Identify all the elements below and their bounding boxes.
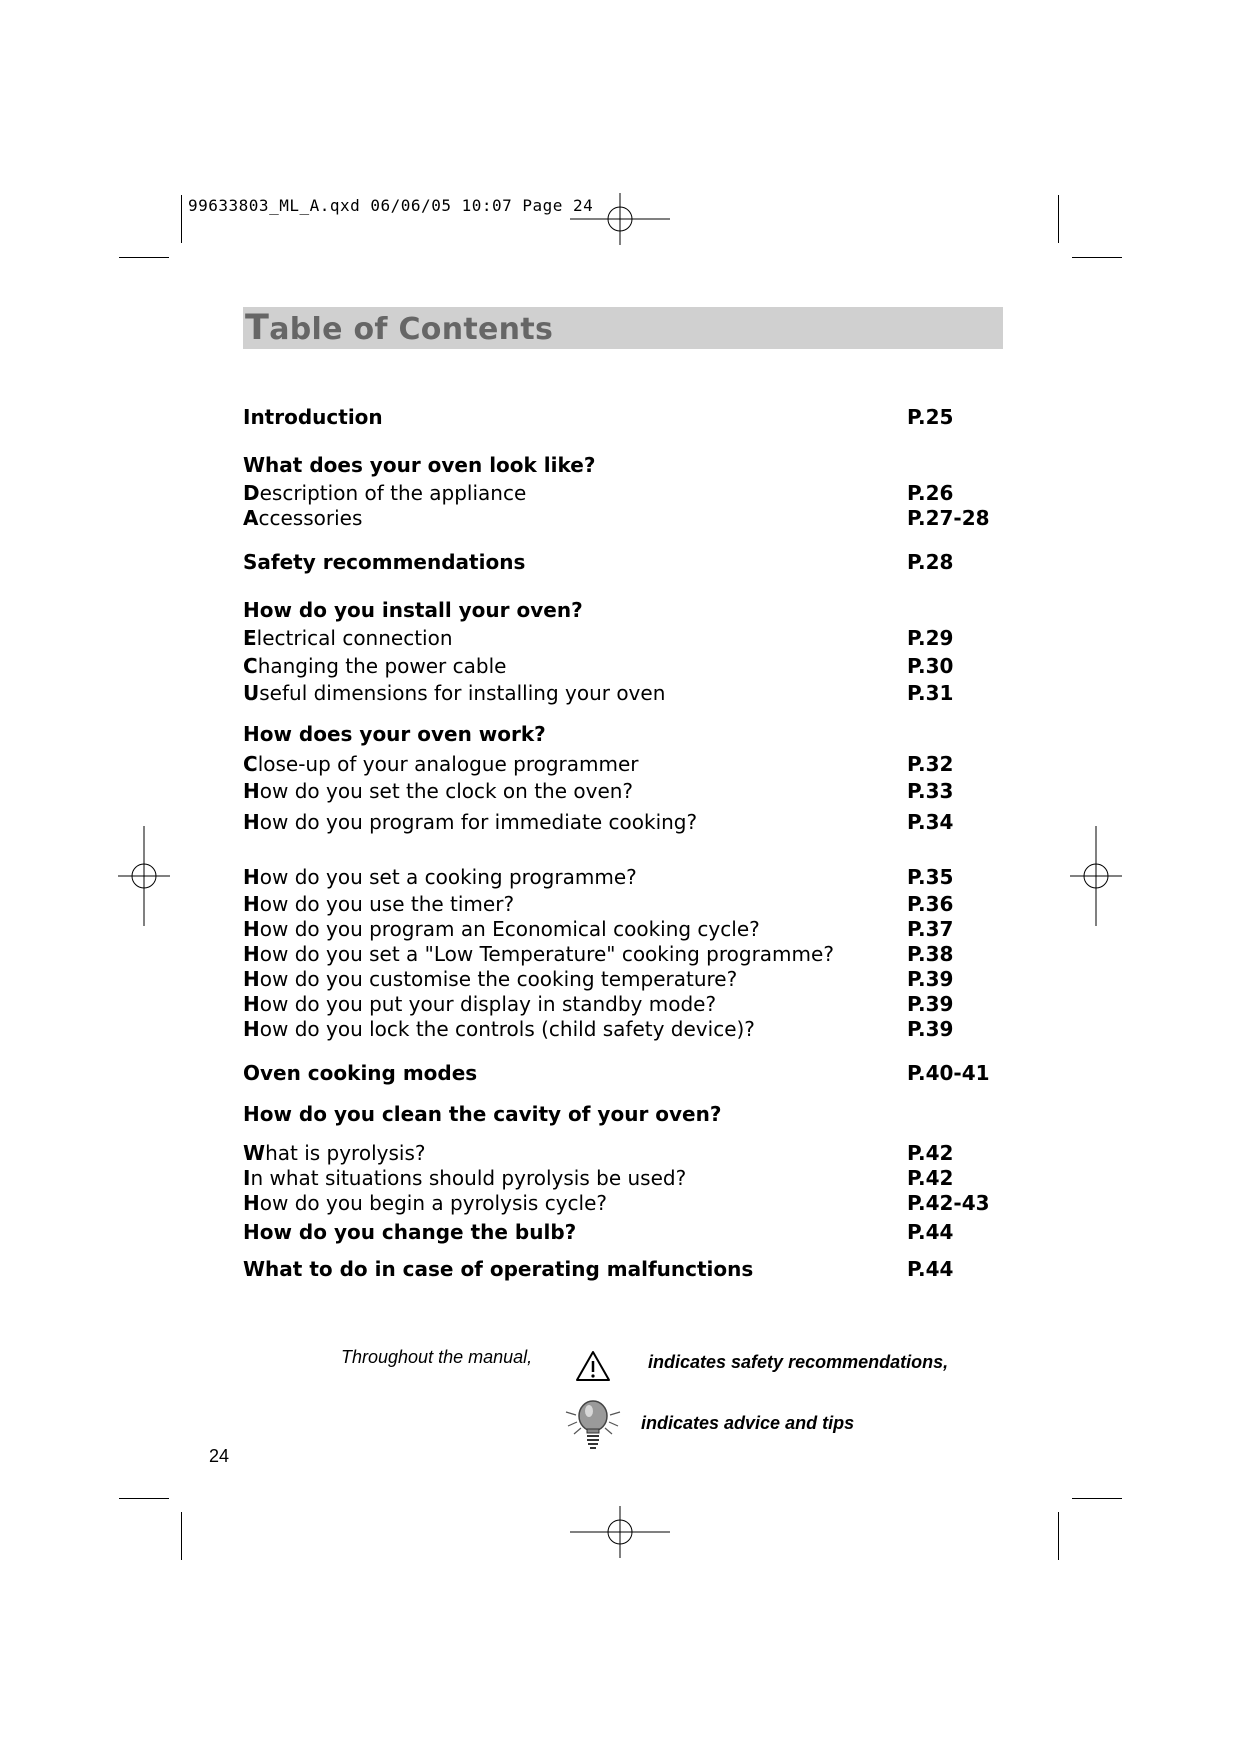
registration-mark-icon	[118, 826, 170, 926]
toc-item[interactable]: How do you customise the cooking temperature? P.39	[243, 967, 954, 991]
toc-page-ref: P.31	[907, 681, 954, 705]
page-number: 24	[209, 1446, 230, 1466]
crop-mark	[181, 1512, 182, 1560]
toc-item[interactable]: How do you program for immediate cooking? P.34	[243, 810, 954, 834]
toc-page-ref: P.27-28	[907, 506, 990, 530]
toc-item[interactable]: Accessories P.27-28	[243, 506, 990, 530]
toc-item[interactable]: How do you set the clock on the oven? P.33	[243, 779, 954, 803]
toc-page-ref: P.40-41	[907, 1061, 990, 1085]
registration-mark-icon	[570, 193, 670, 245]
crop-mark	[1058, 195, 1059, 243]
toc-item[interactable]: In what situations should pyrolysis be used? P.42	[243, 1166, 954, 1190]
toc-item[interactable]: Description of the appliance P.26	[243, 481, 954, 505]
toc-heading[interactable]: Safety recommendations P.28	[243, 550, 954, 574]
toc-page-ref: P.44	[907, 1220, 954, 1244]
toc-page-ref: P.38	[907, 942, 954, 966]
toc-item[interactable]: Electrical connection P.29	[243, 626, 954, 650]
page-title-bar	[243, 307, 1003, 349]
crop-mark	[1072, 257, 1122, 258]
crop-mark	[181, 195, 182, 243]
warning-triangle-icon	[575, 1350, 611, 1382]
toc-page-ref: P.35	[907, 865, 954, 889]
toc-page-ref: P.42	[907, 1166, 954, 1190]
toc-item[interactable]: How do you use the timer? P.36	[243, 892, 954, 916]
toc-page-ref: P.44	[907, 1257, 954, 1281]
toc-item[interactable]: How do you set a "Low Temperature" cooking programme? P.38	[243, 942, 954, 966]
toc-item[interactable]: How do you program an Economical cooking cycle? P.37	[243, 917, 954, 941]
legend-advice: indicates advice and tips	[641, 1413, 855, 1433]
toc-page-ref: P.30	[907, 654, 954, 678]
toc-item[interactable]: Close-up of your analogue programmer P.32	[243, 752, 954, 776]
toc-item[interactable]: How do you begin a pyrolysis cycle? P.42-43	[243, 1191, 990, 1215]
legend-safety: indicates safety recommendations,	[648, 1352, 949, 1372]
toc-heading[interactable]: What to do in case of operating malfunctions P.44	[243, 1257, 954, 1281]
registration-mark-icon	[1070, 826, 1122, 926]
page-title: Table of Contents	[245, 308, 554, 348]
toc-page-ref: P.34	[907, 810, 954, 834]
crop-mark	[1072, 1498, 1122, 1499]
crop-mark	[1058, 1512, 1059, 1560]
print-slug: 99633803_ML_A.qxd 06/06/05 10:07 Page 24	[188, 196, 594, 215]
toc-page-ref: P.36	[907, 892, 954, 916]
toc-page-ref: P.26	[907, 481, 954, 505]
toc-page-ref: P.33	[907, 779, 954, 803]
toc-page-ref: P.39	[907, 992, 954, 1016]
crop-mark	[119, 1498, 169, 1499]
toc-heading[interactable]: Oven cooking modes P.40-41	[243, 1061, 990, 1085]
toc-page-ref: P.42-43	[907, 1191, 990, 1215]
toc-page-ref: P.25	[907, 405, 954, 429]
lightbulb-icon	[560, 1396, 626, 1456]
toc-heading[interactable]: How does your oven work?	[243, 722, 546, 746]
toc-page-ref: P.28	[907, 550, 954, 574]
toc-item[interactable]: Useful dimensions for installing your oven P.31	[243, 681, 954, 705]
crop-mark	[119, 257, 169, 258]
toc-heading[interactable]: How do you change the bulb? P.44	[243, 1220, 954, 1244]
toc-heading[interactable]: How do you clean the cavity of your oven?	[243, 1102, 722, 1126]
toc-page-ref: P.42	[907, 1141, 954, 1165]
toc-page-ref: P.37	[907, 917, 954, 941]
registration-mark-icon	[570, 1506, 670, 1558]
toc-item[interactable]: How do you set a cooking programme? P.35	[243, 865, 954, 889]
toc-heading[interactable]: Introduction P.25	[243, 405, 954, 429]
toc-page-ref: P.29	[907, 626, 954, 650]
toc-page-ref: P.39	[907, 967, 954, 991]
toc-item[interactable]: Changing the power cable P.30	[243, 654, 954, 678]
toc-item[interactable]: How do you lock the controls (child safety device)? P.39	[243, 1017, 954, 1041]
toc-item[interactable]: How do you put your display in standby mode? P.39	[243, 992, 954, 1016]
toc-page-ref: P.32	[907, 752, 954, 776]
toc-page-ref: P.39	[907, 1017, 954, 1041]
toc-heading[interactable]: How do you install your oven?	[243, 598, 583, 622]
legend-intro: Throughout the manual,	[341, 1347, 533, 1367]
toc-item[interactable]: What is pyrolysis? P.42	[243, 1141, 954, 1165]
toc-heading[interactable]: What does your oven look like?	[243, 453, 596, 477]
